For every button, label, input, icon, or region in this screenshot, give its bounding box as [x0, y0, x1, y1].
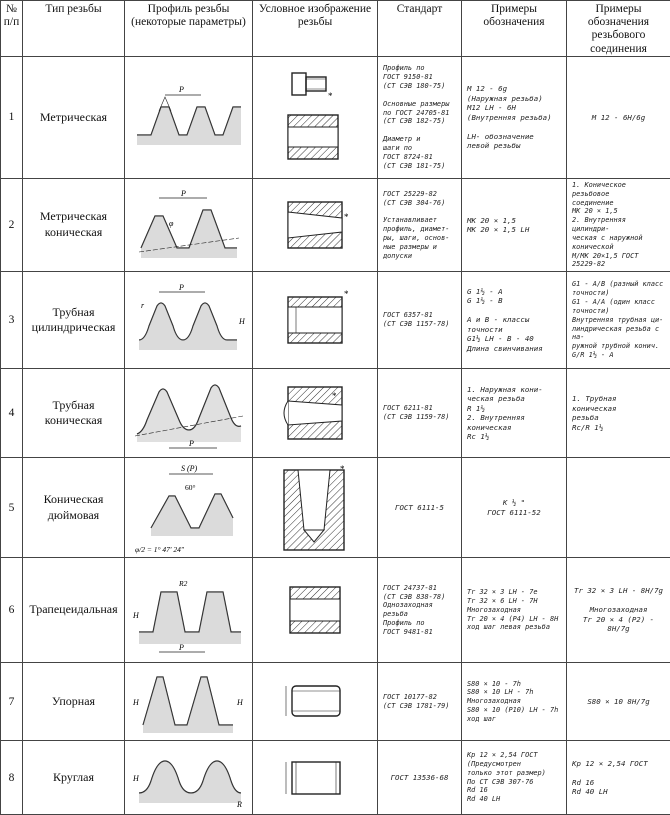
standard-text: Профиль по ГОСТ 9150-81 (СТ СЭВ 180-75) Основные размеры по ГОСТ 24705-81 (СТ СЭВ 182-75) Диаметр и шаги по ГОСТ 8724-81 (СТ СЭВ 181-75): [378, 62, 461, 172]
profile-diagram: [125, 56, 253, 178]
symbol-diagram: [253, 272, 378, 369]
connection-cell: [567, 663, 670, 741]
standard-cell: [378, 369, 462, 458]
connection-cell: [567, 178, 670, 271]
thread-name: Трубная коническая: [23, 369, 125, 458]
table-row: [1, 178, 670, 271]
connection-text: G1 - A/B (разный класс точности) G1 - A/A (один класс точности) Внутренняя трубная ци- линдрическая резьба с на- ружной трубной конич. G/R 1½ - A: [567, 278, 670, 361]
designation-text: Tr 32 × 3 LH - 7e Tr 32 × 6 LH - 7H Многозаходная Tr 20 × 4 (P4) LH - 8H ход шаг левая резьба: [462, 586, 566, 634]
pipe-conical-profile-drawing: [129, 372, 249, 454]
standard-cell: [378, 558, 462, 663]
standard-text: ГОСТ 6357-81 (СТ СЭВ 1157-78): [378, 309, 461, 331]
header-symbol: Условное изображение резьбы: [253, 1, 378, 57]
metric-profile-drawing: [129, 77, 249, 157]
profile-diagram: [125, 741, 253, 815]
pipe-cylindrical-symbol-drawing: [270, 285, 360, 355]
row-num: 2: [1, 178, 23, 271]
standard-cell: [378, 178, 462, 271]
svg-text:P: P: [180, 189, 186, 198]
designation-cell: [462, 272, 567, 369]
metric-conical-profile-drawing: [129, 186, 249, 264]
pipe-conical-symbol-drawing: [270, 377, 360, 449]
standard-text: ГОСТ 24737-81 (СТ СЭВ 838-78) Однозаходная резьба Профиль по ГОСТ 9481-81: [378, 582, 461, 639]
round-symbol-drawing: [270, 750, 360, 806]
svg-text:*: *: [344, 289, 349, 299]
table-row: [1, 458, 670, 558]
row-num: 3: [1, 272, 23, 369]
table-row: [1, 272, 670, 369]
connection-text: М 12 - 6Н/6g: [567, 111, 670, 124]
trapezoidal-symbol-drawing: [270, 575, 360, 645]
connection-cell: [567, 458, 670, 558]
svg-text:P: P: [178, 283, 184, 292]
thread-name: Метрическая: [23, 56, 125, 178]
thread-name: Коническая дюймовая: [23, 458, 125, 558]
header-standard: Стандарт: [378, 1, 462, 57]
table-row: [1, 663, 670, 741]
designation-text: G 1½ - A G 1½ - B A и B - классы точности G1½ LH - B - 40 Длина свинчивания: [462, 285, 566, 355]
designation-cell: [462, 369, 567, 458]
standard-cell: [378, 272, 462, 369]
designation-cell: [462, 458, 567, 558]
connection-text: Кр 12 × 2,54 ГОСТ Rd 16 Rd 40 LH: [567, 757, 670, 799]
svg-text:R2: R2: [178, 579, 188, 588]
profile-diagram: [125, 558, 253, 663]
connection-text: [567, 506, 670, 510]
header-connection: Примеры обозначения резьбового соединения: [567, 1, 670, 57]
metric-symbol-drawing: [270, 65, 360, 170]
standard-text: ГОСТ 25229-82 (СТ СЭВ 304-76) Устанавливает профиль, диамет- ры, шаги, основ- ные размеры и допуски: [378, 188, 461, 263]
conical-inch-symbol-drawing: [270, 460, 360, 556]
row-num: 1: [1, 56, 23, 178]
standard-text: ГОСТ 13536-68: [378, 771, 461, 784]
thread-name: Метрическая коническая: [23, 178, 125, 271]
designation-text: S80 × 10 - 7h S80 × 10 LH - 7h Многозаходная S80 × 10 (P10) LH - 7h ход шаг: [462, 678, 566, 726]
designation-text: М 12 - 6g (Наружная резьба) М12 LH - 6Н (Внутренняя резьба) LH- обозначение левой резьбы: [462, 82, 566, 152]
header-row: [1, 1, 670, 57]
connection-cell: [567, 369, 670, 458]
symbol-diagram: [253, 558, 378, 663]
header-num: № п/п: [1, 1, 23, 57]
designation-cell: [462, 663, 567, 741]
svg-text:r: r: [141, 301, 145, 310]
round-profile-drawing: [129, 743, 249, 813]
conical-inch-profile-drawing: [129, 460, 249, 556]
buttress-symbol-drawing: [270, 674, 360, 730]
thread-name: Трапецеидальная: [23, 558, 125, 663]
table-row: [1, 56, 670, 178]
standard-text: ГОСТ 6211-81 (СТ СЭВ 1159-78): [378, 402, 461, 424]
symbol-diagram: [253, 56, 378, 178]
thread-name: Трубная цилиндрическая: [23, 272, 125, 369]
connection-text: S80 × 10 8H/7g: [567, 695, 670, 708]
row-num: 4: [1, 369, 23, 458]
designation-text: МК 20 × 1,5 МК 20 × 1,5 LH: [462, 214, 566, 237]
table-row: [1, 369, 670, 458]
header-type: Тип резьбы: [23, 1, 125, 57]
pitch-label: P: [178, 85, 184, 94]
svg-text:60°: 60°: [185, 483, 196, 492]
profile-diagram: [125, 178, 253, 271]
connection-text: 1. Коническое резьбовое соединение МК 20 × 1,5 2. Внутренняя цилиндри- ческая с наружной конической М/МК 20×1,5 ГОСТ 25229-82: [567, 179, 670, 271]
header-designation: Примеры обозначения: [462, 1, 567, 57]
svg-text:*: *: [344, 212, 349, 222]
symbol-diagram: [253, 741, 378, 815]
designation-text: 1. Наружная кони- ческая резьба R 1½ 2. Внутренняя коническая Rc 1½: [462, 383, 566, 444]
connection-cell: [567, 741, 670, 815]
svg-text:*: *: [340, 464, 345, 474]
designation-cell: [462, 178, 567, 271]
connection-text: Tr 32 × 3 LH - 8H/7g Многозаходная Tr 20 × 4 (P2) - 8H/7g: [567, 584, 670, 635]
connection-text: 1. Трубная коническая резьба Rc/R 1½: [567, 392, 670, 434]
profile-diagram: [125, 458, 253, 558]
table-row: [1, 741, 670, 815]
standard-cell: [378, 458, 462, 558]
connection-cell: [567, 272, 670, 369]
standard-text: ГОСТ 10177-82 (СТ СЭВ 1781-79): [378, 691, 461, 713]
profile-diagram: [125, 369, 253, 458]
svg-text:H: H: [132, 698, 140, 707]
header-profile: Профиль резьбы (некоторые параметры): [125, 1, 253, 57]
svg-text:H: H: [132, 611, 140, 620]
profile-diagram: [125, 272, 253, 369]
svg-text:H: H: [238, 317, 246, 326]
standard-text: ГОСТ 6111-5: [378, 501, 461, 514]
standard-cell: [378, 741, 462, 815]
svg-text:H: H: [132, 774, 140, 783]
connection-cell: [567, 56, 670, 178]
svg-text:R: R: [236, 800, 242, 809]
designation-cell: [462, 558, 567, 663]
row-num: 7: [1, 663, 23, 741]
profile-diagram: [125, 663, 253, 741]
trapezoidal-profile-drawing: [129, 562, 249, 658]
svg-text:φ: φ: [169, 219, 174, 228]
connection-cell: [567, 558, 670, 663]
svg-text:φ/2 = 1° 47' 24": φ/2 = 1° 47' 24": [135, 545, 185, 554]
designation-cell: [462, 56, 567, 178]
thread-name: Упорная: [23, 663, 125, 741]
svg-text:P: P: [178, 643, 184, 652]
designation-text: K ½ " ГОСТ 6111-52: [462, 496, 566, 519]
table-row: [1, 558, 670, 663]
pipe-cylindrical-profile-drawing: [129, 280, 249, 360]
row-num: 8: [1, 741, 23, 815]
svg-text:H: H: [236, 698, 244, 707]
symbol-diagram: [253, 663, 378, 741]
standard-cell: [378, 663, 462, 741]
svg-text:S (P): S (P): [181, 464, 198, 473]
designation-text: Кр 12 × 2,54 ГОСТ (Предусмотрен только этот размер) По СТ СЭВ 307-76 Rd 16 Rd 40 LH: [462, 749, 566, 806]
row-num: 6: [1, 558, 23, 663]
svg-text:*: *: [332, 391, 337, 401]
standard-cell: [378, 56, 462, 178]
symbol-diagram: [253, 458, 378, 558]
row-num: 5: [1, 458, 23, 558]
designation-cell: [462, 741, 567, 815]
svg-text:*: *: [328, 91, 333, 101]
svg-text:P: P: [188, 439, 194, 448]
buttress-profile-drawing: [129, 665, 249, 739]
symbol-diagram: [253, 178, 378, 271]
thread-name: Круглая: [23, 741, 125, 815]
metric-conical-symbol-drawing: [270, 190, 360, 260]
symbol-diagram: [253, 369, 378, 458]
